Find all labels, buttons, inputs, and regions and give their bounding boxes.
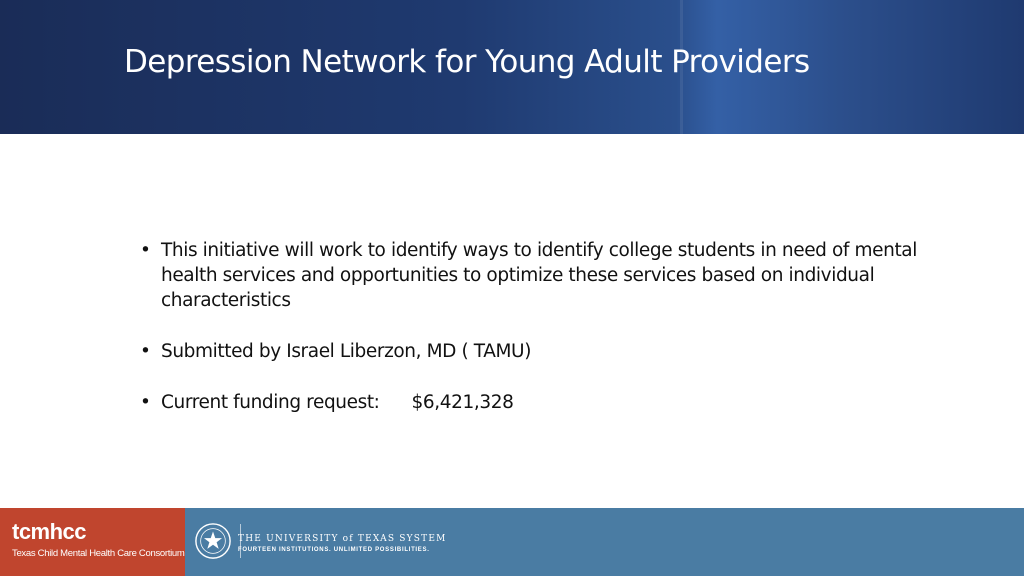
bullet-initiative (140, 238, 920, 313)
bullet-icon: • (140, 240, 151, 261)
bullet-funding (140, 390, 920, 415)
bullet-text: Submitted by Israel Liberzon, MD ( TAMU) (161, 341, 532, 362)
bullet-list (140, 238, 920, 441)
tcmhcc-logo: tcmhcc (12, 519, 87, 544)
slide-title: Depression Network for Young Adult Providers (124, 44, 810, 80)
tcmhcc-logo-block (0, 508, 185, 576)
bullet-icon: • (140, 392, 151, 413)
tcmhcc-name: Texas Child Mental Health Care Consortium (12, 548, 185, 559)
ut-system-name: THE UNIVERSITY of TEXAS SYSTEM (238, 534, 447, 544)
ut-system-tagline: FOURTEEN INSTITUTIONS. UNLIMITED POSSIBILITIES. (238, 547, 430, 553)
funding-label: Current funding request: (161, 392, 380, 413)
bullet-submitter (140, 339, 920, 364)
ut-system-seal-icon (194, 522, 232, 560)
bullet-text: This initiative will work to identify ways to identify college students in need of mental health services and opportunities to optimize these services based on individual characteristics (161, 240, 917, 311)
bullet-icon: • (140, 341, 151, 362)
footer-bar (0, 508, 1024, 576)
funding-amount: $6,421,328 (411, 392, 514, 413)
title-banner (0, 0, 1024, 134)
